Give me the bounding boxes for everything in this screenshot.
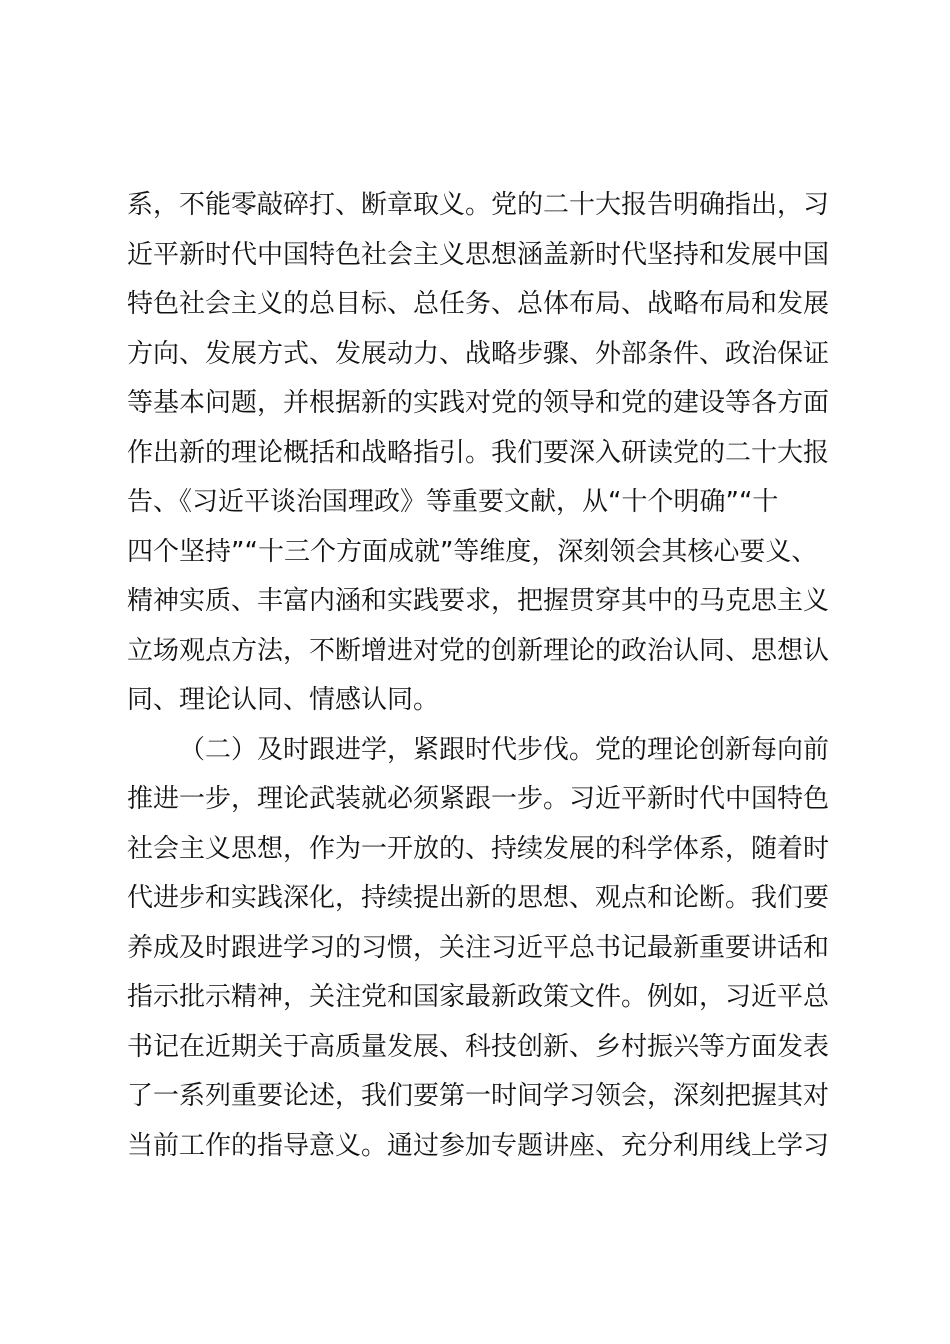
text-line: 代进步和实践深化，持续提出新的思想、观点和论断。我们要 [127, 883, 830, 913]
text-line: 同、理论认同、情感认同。 [127, 685, 440, 715]
text-line: 了一系列重要论述，我们要第一时间学习领会，深刻把握其对 [127, 1081, 830, 1111]
text-line: 等基本问题，并根据新的实践对党的领导和党的建设等各方面 [127, 388, 830, 418]
text-line: 方向、发展方式、发展动力、战略步骤、外部条件、政治保证 [127, 338, 830, 369]
text-line: 近平新时代中国特色社会主义思想涵盖新时代坚持和发展中国 [127, 239, 830, 270]
section-heading-line: （二）及时跟进学，紧跟时代步伐。党的理论创新每向前 [179, 734, 830, 765]
text-line: 告、《习近平谈治国理政》等重要文献，从“十个明确”“十 [127, 487, 779, 517]
text-line: 作出新的理论概括和战略指引。我们要深入研读党的二十大报 [127, 437, 830, 468]
text-line: 社会主义思想，作为一开放的、持续发展的科学体系，随着时 [127, 833, 830, 864]
text-line: 四个坚持”“十三个方面成就”等维度，深刻领会其核心要义、 [127, 536, 818, 567]
text-line: 系，不能零敲碎打、断章取义。党的二十大报告明确指出，习 [127, 190, 830, 220]
text-line: 推进一步，理论武装就必须紧跟一步。习近平新时代中国特色 [127, 784, 830, 814]
text-line: 立场观点方法，不断增进对党的创新理论的政治认同、思想认 [127, 635, 830, 666]
text-line: 精神实质、丰富内涵和实践要求，把握贯穿其中的马克思主义 [127, 586, 830, 616]
text-line: 指示批示精神，关注党和国家最新政策文件。例如，习近平总 [127, 982, 830, 1012]
text-line: 特色社会主义的总目标、总任务、总体布局、战略布局和发展 [127, 289, 830, 319]
text-line: 当前工作的指导意义。通过参加专题讲座、充分利用线上学习 [127, 1130, 830, 1161]
text-line: 养成及时跟进学习的习惯，关注习近平总书记最新重要讲话和 [127, 932, 830, 963]
document-body [127, 181, 847, 1171]
text-line: 书记在近期关于高质量发展、科技创新、乡村振兴等方面发表 [127, 1031, 830, 1062]
